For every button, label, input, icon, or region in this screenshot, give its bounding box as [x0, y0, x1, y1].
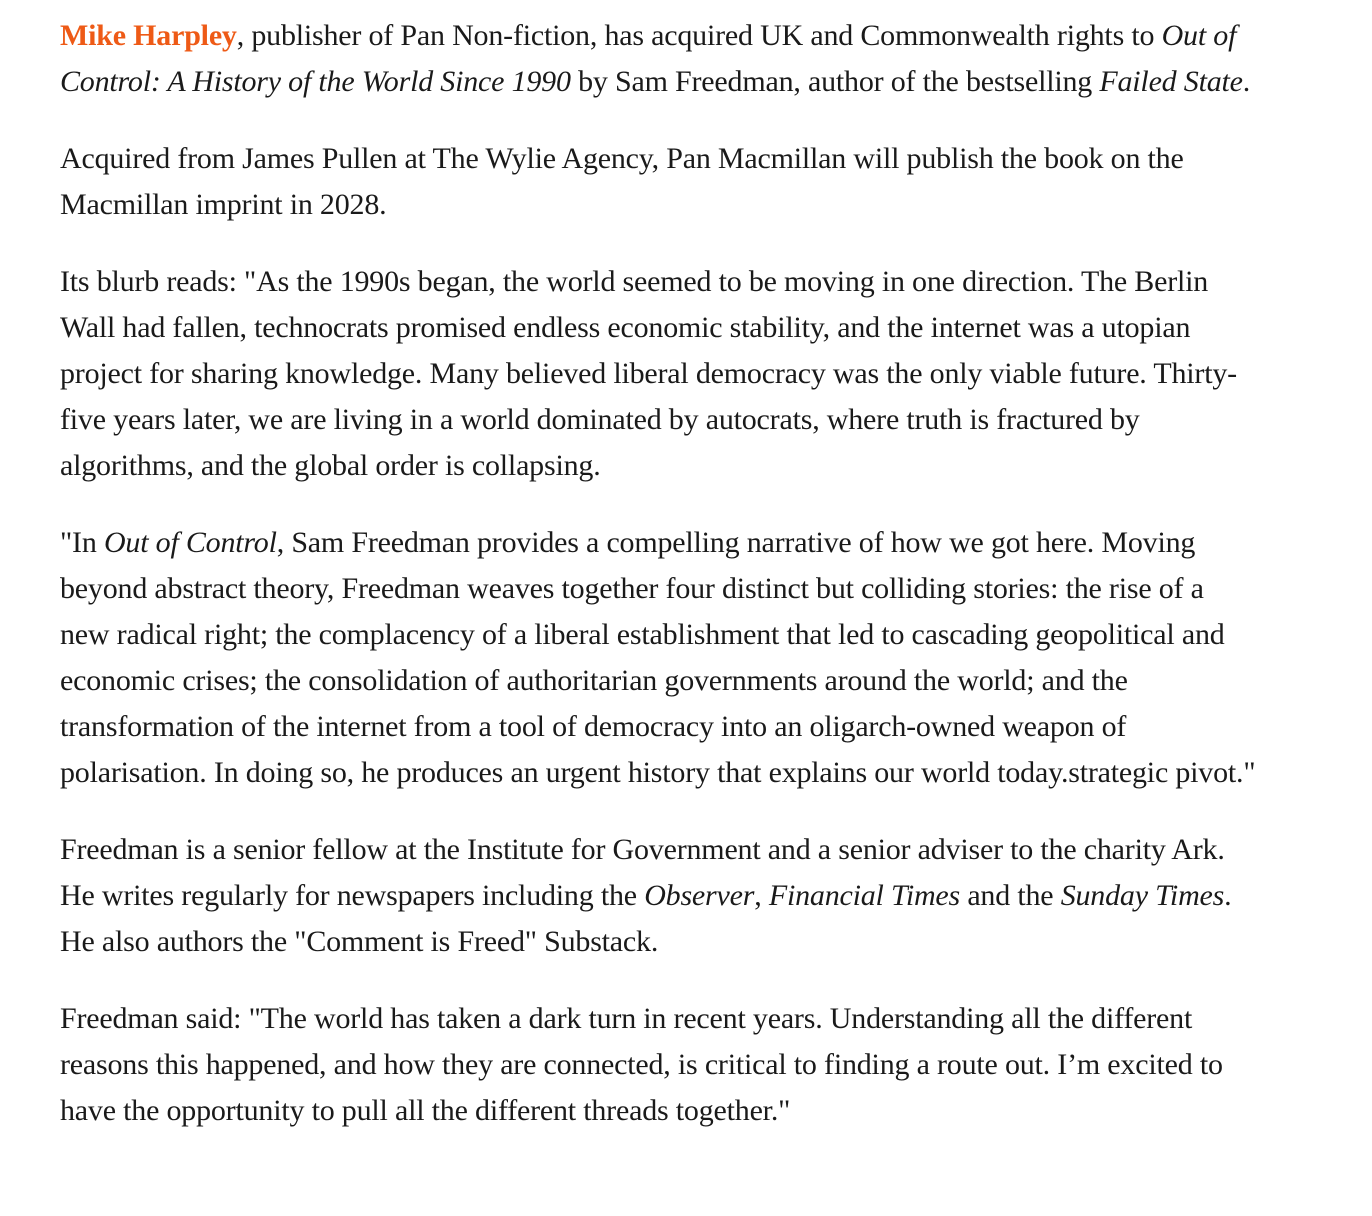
text-run: and the — [960, 879, 1061, 912]
text-run: Its blurb reads: "As the 1990s began, the world seemed to be moving in one direction. The Berlin Wall had fallen, technocrats promised endless economic stability, and the internet was a utopian project for sharing knowledge. Many believed liberal democracy was the only viable future. Thirty-five years later, we are living in a world dominated by autocrats, where truth is fractured by algorithms, and the global order is collapsing. — [60, 265, 1237, 482]
text-run: Freedman is a senior fellow at the Institute for Government and a senior adviser to the charity Ark. He writes regularly for newspapers including the — [60, 833, 1225, 912]
text-run: , Sam Freedman provides a compelling narrative of how we got here. Moving beyond abstract theory, Freedman weaves together four distinct but colliding stories: the rise of a new radical right; the complacency of a liberal establishment that led to cascading geopolitical and economic crises; the consolidation of authoritarian governments around the world; and the transformation of the internet from a tool of democracy into an oligarch-owned weapon of polarisation. In doing so, he produces an urgent history that explains our world today.strategic pivot." — [60, 526, 1256, 789]
text-run: , — [754, 879, 769, 912]
text-run: Freedman said: "The world has taken a dark turn in recent years. Understanding all the different reasons this happened, and how they are connected, is critical to finding a route out. I’m excited to have the opportunity to pull all the different threads together." — [60, 1002, 1223, 1127]
title-text-run: Failed State — [1099, 65, 1243, 98]
article-paragraph — [60, 520, 1260, 796]
text-run: . He also authors the "Comment is Freed" Substack. — [60, 879, 1232, 958]
title-text-run: Out of Control — [103, 526, 277, 559]
article-paragraph — [60, 13, 1260, 105]
article-paragraph — [60, 827, 1260, 965]
article-paragraph — [60, 996, 1260, 1134]
publisher-link[interactable]: Mike Harpley — [60, 19, 237, 52]
title-text-run: Financial Times — [768, 879, 961, 912]
text-run: by Sam Freedman, author of the bestselling — [570, 65, 1100, 98]
text-run: . — [1242, 65, 1251, 98]
text-run: "In — [60, 526, 104, 559]
article-paragraph — [60, 136, 1260, 228]
title-text-run: Sunday Times — [1060, 879, 1225, 912]
text-run: , publisher of Pan Non-fiction, has acquired UK and Commonwealth rights to — [236, 19, 1162, 52]
article-paragraph — [60, 259, 1260, 489]
title-text-run: Observer — [644, 879, 755, 912]
text-run: Acquired from James Pullen at The Wylie Agency, Pan Macmillan will publish the book on the Macmillan imprint in 2028. — [60, 142, 1184, 221]
title-text-run: Out of Control: A History of the World Since 1990 — [60, 19, 1237, 98]
